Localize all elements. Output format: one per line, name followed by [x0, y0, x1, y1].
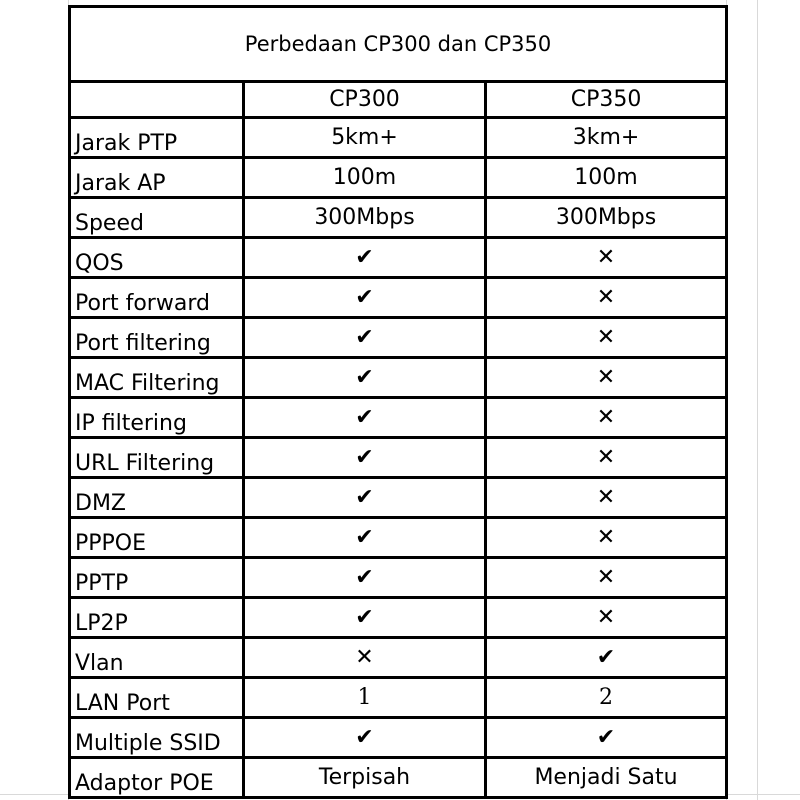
- header-cp350: CP350: [486, 82, 727, 118]
- header-row: [70, 82, 727, 118]
- table-row: [70, 678, 727, 718]
- table-row: [70, 318, 727, 358]
- cp300-value-check-icon: ✔: [244, 278, 486, 318]
- header-cp300: CP300: [244, 82, 486, 118]
- feature-label: Port forward: [70, 278, 244, 318]
- cp350-value-cross-icon: ✕: [486, 518, 727, 558]
- cp350-value-cross-icon: ✕: [486, 478, 727, 518]
- feature-label: LP2P: [70, 598, 244, 638]
- cp350-value: 2: [486, 678, 727, 718]
- table-row: [70, 518, 727, 558]
- table-title: Perbedaan CP300 dan CP350: [70, 7, 727, 82]
- cp350-value-cross-icon: ✕: [486, 438, 727, 478]
- cp300-value: 5km+: [244, 118, 486, 158]
- cp300-value-check-icon: ✔: [244, 478, 486, 518]
- feature-label: Multiple SSID: [70, 718, 244, 758]
- feature-label: LAN Port: [70, 678, 244, 718]
- feature-label: MAC Filtering: [70, 358, 244, 398]
- feature-label: IP filtering: [70, 398, 244, 438]
- cp350-value-cross-icon: ✕: [486, 598, 727, 638]
- cp300-value-cross-icon: ✕: [244, 638, 486, 678]
- comparison-table: [68, 5, 728, 799]
- table-row: [70, 598, 727, 638]
- feature-label: URL Filtering: [70, 438, 244, 478]
- table-row: [70, 438, 727, 478]
- feature-label: Port filtering: [70, 318, 244, 358]
- table-row: [70, 718, 727, 758]
- cp300-value-check-icon: ✔: [244, 558, 486, 598]
- cp300-value-check-icon: ✔: [244, 358, 486, 398]
- table-row: [70, 118, 727, 158]
- feature-label: Adaptor POE: [70, 758, 244, 798]
- feature-label: Jarak PTP: [70, 118, 244, 158]
- cp300-value-check-icon: ✔: [244, 238, 486, 278]
- cp350-value-check-icon: ✔: [486, 638, 727, 678]
- table-row: [70, 638, 727, 678]
- cp300-value-check-icon: ✔: [244, 398, 486, 438]
- cp350-value: 3km+: [486, 118, 727, 158]
- cp350-value: 100m: [486, 158, 727, 198]
- table-row: [70, 278, 727, 318]
- cp350-value-cross-icon: ✕: [486, 318, 727, 358]
- feature-label: Vlan: [70, 638, 244, 678]
- cp350-value: 300Mbps: [486, 198, 727, 238]
- table-row: [70, 478, 727, 518]
- table-row: [70, 358, 727, 398]
- cp300-value: 300Mbps: [244, 198, 486, 238]
- cp300-value: 100m: [244, 158, 486, 198]
- table-row: [70, 158, 727, 198]
- cp350-value-cross-icon: ✕: [486, 238, 727, 278]
- title-row: [70, 7, 727, 82]
- table-row: [70, 238, 727, 278]
- cp350-value-cross-icon: ✕: [486, 398, 727, 438]
- feature-label: Jarak AP: [70, 158, 244, 198]
- feature-label: QOS: [70, 238, 244, 278]
- cp300-value: Terpisah: [244, 758, 486, 798]
- cp350-value-cross-icon: ✕: [486, 278, 727, 318]
- table-row: [70, 398, 727, 438]
- feature-label: PPPOE: [70, 518, 244, 558]
- feature-label: PPTP: [70, 558, 244, 598]
- cp300-value-check-icon: ✔: [244, 318, 486, 358]
- cp300-value-check-icon: ✔: [244, 598, 486, 638]
- table-row: [70, 758, 727, 798]
- header-feature: [70, 82, 244, 118]
- cp350-value-cross-icon: ✕: [486, 358, 727, 398]
- cp300-value-check-icon: ✔: [244, 518, 486, 558]
- cp350-value: Menjadi Satu: [486, 758, 727, 798]
- table-row: [70, 558, 727, 598]
- cp300-value-check-icon: ✔: [244, 438, 486, 478]
- table-row: [70, 198, 727, 238]
- cp300-value-check-icon: ✔: [244, 718, 486, 758]
- cp300-value: 1: [244, 678, 486, 718]
- cp350-value-check-icon: ✔: [486, 718, 727, 758]
- feature-label: DMZ: [70, 478, 244, 518]
- cp350-value-cross-icon: ✕: [486, 558, 727, 598]
- feature-label: Speed: [70, 198, 244, 238]
